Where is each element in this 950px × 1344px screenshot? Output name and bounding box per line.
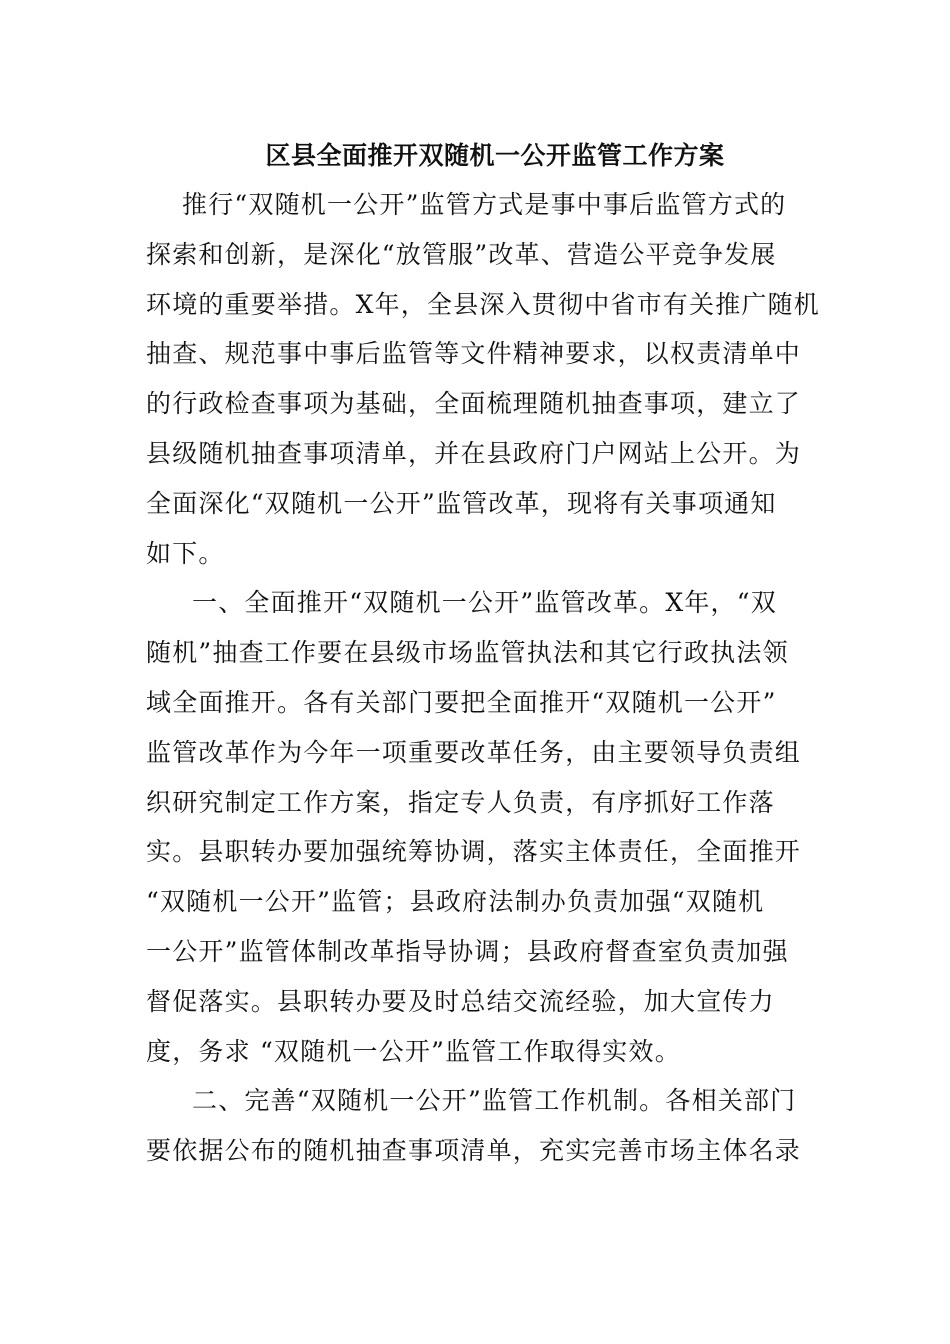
body-line: 域全面推开。各有关部门要把全面推开“双随机一公开” bbox=[146, 687, 777, 717]
body-line: 的行政检查事项为基础，全面梳理随机抽查事项，建立了 bbox=[146, 389, 802, 419]
body-line: 县级随机抽查事项清单，并在县政府门户网站上公开。为 bbox=[146, 438, 802, 468]
body-line: 督促落实。县职转办要及时总结交流经验，加大宣传力 bbox=[146, 986, 775, 1016]
body-line: 如下。 bbox=[146, 538, 225, 568]
body-line: 要依据公布的随机抽查事项清单，充实完善市场主体名录 bbox=[146, 1136, 802, 1166]
body-line: 一公开”监管体制改革指导协调；县政府督查室负责加强 bbox=[146, 936, 789, 966]
body-line: “双随机一公开”监管；县政府法制办负责加强“双随机 bbox=[146, 887, 765, 917]
document-title: 区县全面推开双随机一公开监管工作方案 bbox=[265, 141, 725, 170]
document-body bbox=[146, 180, 821, 1176]
body-line: 全面深化“双随机一公开”监管改革，现将有关事项通知 bbox=[146, 488, 777, 518]
body-line: 环境的重要举措。X年，全县深入贯彻中省市有关推广随机 bbox=[146, 289, 821, 319]
body-line: 随机”抽查工作要在县级市场监管执法和其它行政执法领 bbox=[146, 638, 789, 668]
body-line: 实。县职转办要加强统筹协调，落实主体责任，全面推开 bbox=[146, 837, 802, 867]
body-line: 织研究制定工作方案，指定专人负责，有序抓好工作落 bbox=[146, 787, 775, 817]
body-line: 探索和创新，是深化“放管服”改革、营造公平竞争发展 bbox=[146, 239, 777, 269]
section-heading-line: 二、完善“双随机一公开”监管工作机制。各相关部门 bbox=[192, 1086, 797, 1116]
body-line: 度，务求 “双随机一公开”监管工作取得实效。 bbox=[146, 1036, 681, 1066]
section-heading-line: 一、全面推开“双随机一公开”监管改革。X年，“双 bbox=[192, 588, 777, 618]
body-line: 抽查、规范事中事后监管等文件精神要求，以权责清单中 bbox=[146, 339, 802, 369]
body-line: 推行“双随机一公开”监管方式是事中事后监管方式的 bbox=[182, 190, 787, 219]
body-line: 监管改革作为今年一项重要改革任务，由主要领导负责组 bbox=[146, 737, 802, 767]
